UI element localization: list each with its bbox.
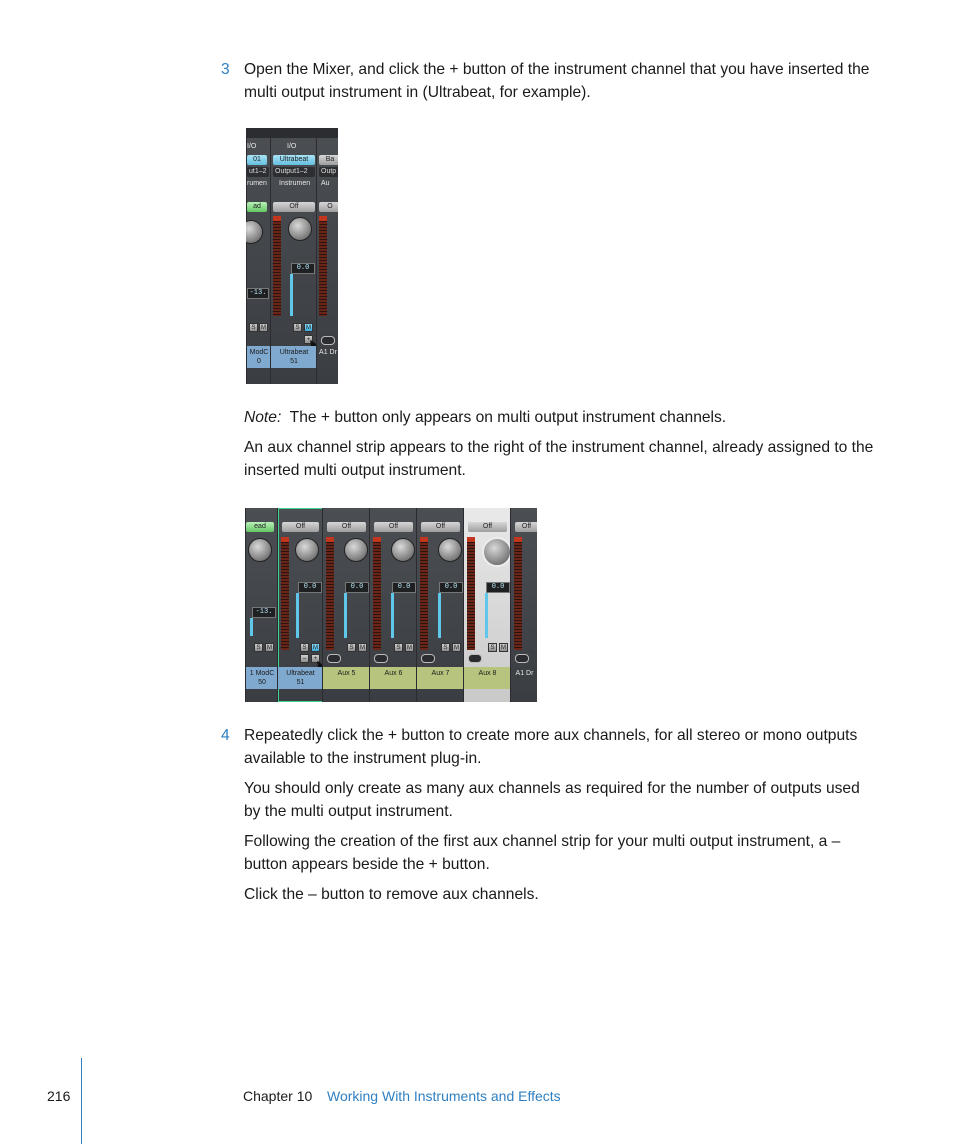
volume-readout: 0.0: [392, 582, 416, 593]
mute-button[interactable]: M: [313, 645, 318, 651]
automation-mode[interactable]: Off: [421, 522, 460, 532]
input-slot[interactable]: Ba: [319, 155, 338, 165]
channel-name-aux-5[interactable]: Aux 5: [323, 667, 370, 689]
channel-name[interactable]: ModC 0: [247, 346, 271, 368]
link-icon[interactable]: [421, 654, 435, 663]
channel-strip-aux-5: [322, 508, 370, 702]
minus-button[interactable]: –: [300, 654, 309, 663]
pan-knob[interactable]: [295, 538, 319, 562]
input-slot-ultrabeat[interactable]: Ultrabeat: [273, 155, 315, 165]
input-slot[interactable]: 01: [247, 155, 267, 165]
solo-button[interactable]: S: [249, 323, 258, 332]
solo-button[interactable]: S: [293, 323, 302, 332]
link-icon[interactable]: [321, 336, 335, 345]
channel-name[interactable]: 1 ModC 50: [246, 667, 278, 689]
plus-button[interactable]: +: [304, 335, 313, 344]
aux-channel-paragraph: An aux channel strip appears to the right of the instrument channel, already assigned to the inserted multi output instrument.: [244, 439, 874, 479]
link-icon[interactable]: [468, 654, 482, 663]
pan-knob[interactable]: [482, 537, 512, 567]
output-slot[interactable]: Outp: [319, 167, 338, 177]
pan-knob[interactable]: [438, 538, 462, 562]
step-3-text: Open the Mixer, and click the + button of the instrument channel that you have inserted the multi output instrument in (Ultrabeat, for example).: [244, 61, 870, 101]
link-icon[interactable]: [327, 654, 341, 663]
solo-button[interactable]: S: [394, 643, 403, 652]
channel-name-ultrabeat[interactable]: Ultrabeat 51: [278, 667, 323, 689]
following-creation-paragraph: Following the creation of the first aux channel strip for your multi output instrument, a – button appears beside the + button.: [244, 833, 841, 873]
only-create-paragraph: You should only create as many aux channels as required for the number of outputs used by the multi output instrument.: [244, 780, 860, 820]
solo-button[interactable]: S: [488, 643, 497, 652]
channel-strip-partial-left: [245, 508, 278, 702]
volume-fader[interactable]: [438, 593, 441, 638]
level-meter: [281, 537, 289, 650]
link-icon[interactable]: [515, 654, 529, 663]
automation-mode[interactable]: Off: [273, 202, 315, 212]
chapter-label: Chapter 10: [243, 1088, 313, 1104]
channel-name[interactable]: A1 Dr: [317, 346, 338, 368]
level-meter: [273, 216, 281, 316]
channel-strip-ultrabeat: [277, 508, 323, 702]
volume-readout: 0.0: [291, 263, 315, 274]
mixer-figure-instrument-channel: [246, 128, 338, 384]
volume-readout: 0.0: [486, 582, 510, 593]
page-number: 216: [47, 1088, 71, 1104]
volume-fader[interactable]: [250, 618, 253, 636]
level-meter: [373, 537, 381, 650]
mute-button[interactable]: M: [261, 325, 266, 331]
pan-knob[interactable]: [248, 538, 272, 562]
note-paragraph: [244, 406, 874, 429]
channel-strip-aux-7: [416, 508, 464, 702]
level-meter: [514, 537, 522, 650]
channel-strip-aux-6: [369, 508, 417, 702]
channel-name-aux-8[interactable]: Aux 8: [464, 667, 511, 689]
note-text: The + button only appears on multi output instrument channels.: [289, 409, 727, 426]
level-meter: [319, 216, 327, 316]
channel-strip-ultrabeat: I/O Ultrabeat Output1–2 Instrumen Off 0.0 S M + Ultrabeat 51: [270, 128, 317, 384]
mixer-figure-aux-channels: [245, 508, 537, 702]
channel-name[interactable]: A1 Dr: [511, 667, 537, 689]
level-meter: [467, 537, 475, 650]
footer-divider: [81, 1058, 82, 1144]
volume-fader[interactable]: [290, 274, 293, 316]
automation-mode[interactable]: ad: [247, 202, 267, 212]
mute-button[interactable]: M: [360, 645, 365, 651]
solo-button[interactable]: S: [441, 643, 450, 652]
volume-fader[interactable]: [344, 593, 347, 638]
volume-fader[interactable]: [296, 593, 299, 638]
channel-strip-partial-right: [510, 508, 537, 702]
channel-name-aux-6[interactable]: Aux 6: [370, 667, 417, 689]
automation-mode[interactable]: Off: [374, 522, 413, 532]
solo-button[interactable]: S: [347, 643, 356, 652]
solo-button[interactable]: S: [254, 643, 263, 652]
mute-button[interactable]: M: [454, 645, 459, 651]
volume-readout: -13.: [252, 607, 276, 618]
volume-fader[interactable]: [391, 593, 394, 638]
pan-knob[interactable]: [246, 220, 263, 244]
solo-button[interactable]: S: [300, 643, 309, 652]
automation-mode[interactable]: Off: [468, 522, 507, 532]
step-4-text: Repeatedly click the + button to create more aux channels, for all stereo or mono outputs available to the instrument plug-in.: [244, 727, 858, 767]
channel-name-ultrabeat[interactable]: Ultrabeat 51: [271, 346, 317, 368]
step-number-3: 3: [221, 61, 230, 78]
volume-readout: 0.0: [298, 582, 322, 593]
pan-knob[interactable]: [344, 538, 368, 562]
volume-readout: -13.: [247, 288, 269, 299]
chapter-title: Working With Instruments and Effects: [327, 1088, 561, 1104]
automation-mode[interactable]: O: [319, 202, 338, 212]
channel-strip-aux-8: [463, 508, 511, 702]
automation-mode[interactable]: Off: [282, 522, 319, 532]
channel-strip-partial-right: Ba Outp Au O A1 Dr: [316, 128, 338, 384]
channel-strip-partial-left: I/O 01 ut1–2 rumen ad -13. S M ModC 0: [246, 128, 271, 384]
note-label: Note:: [244, 409, 282, 426]
mute-button[interactable]: M: [306, 325, 311, 331]
output-slot[interactable]: Output1–2: [273, 167, 315, 177]
pan-knob[interactable]: [391, 538, 415, 562]
step-number-4: 4: [221, 727, 230, 744]
mute-button[interactable]: M: [407, 645, 412, 651]
mute-button[interactable]: M: [267, 645, 272, 651]
pan-knob[interactable]: [288, 217, 312, 241]
channel-name-aux-7[interactable]: Aux 7: [417, 667, 464, 689]
automation-mode[interactable]: Off: [327, 522, 366, 532]
level-meter: [420, 537, 428, 650]
level-meter: [326, 537, 334, 650]
mute-button[interactable]: M: [501, 645, 506, 651]
link-icon[interactable]: [374, 654, 388, 663]
volume-readout: 0.0: [439, 582, 463, 593]
click-minus-paragraph: Click the – button to remove aux channels.: [244, 886, 539, 903]
output-slot[interactable]: ut1–2: [247, 167, 269, 177]
automation-mode[interactable]: ead: [246, 522, 274, 532]
volume-fader[interactable]: [485, 593, 488, 638]
volume-readout: 0.0: [345, 582, 369, 593]
automation-mode[interactable]: Off: [515, 522, 537, 532]
plus-button[interactable]: +: [311, 654, 320, 663]
